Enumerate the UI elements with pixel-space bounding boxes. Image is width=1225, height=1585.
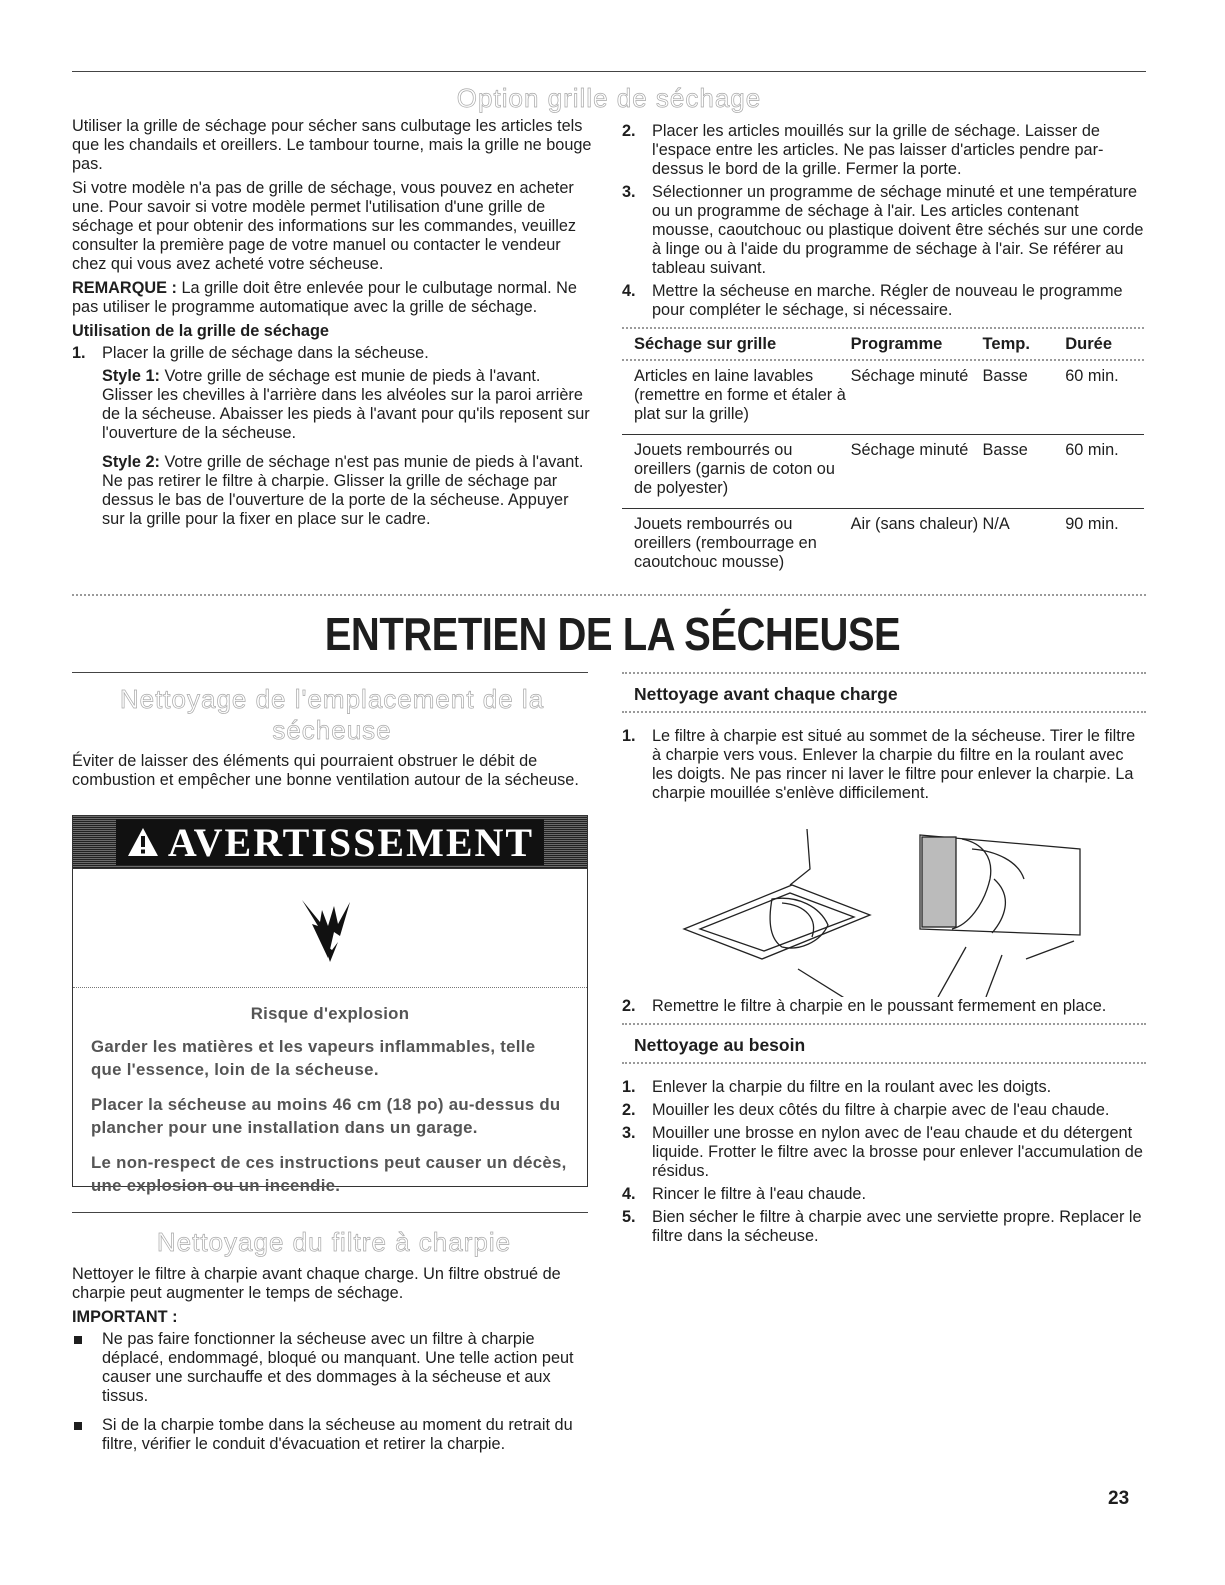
lint-filter-section: [72, 1227, 596, 1464]
list-item: [622, 727, 1146, 803]
step-number: 4.: [622, 282, 636, 300]
step-number: 1.: [72, 344, 86, 362]
step-number: 3.: [622, 1124, 636, 1142]
style-2-label: Style 2:: [102, 453, 160, 471]
list-item: [622, 183, 1144, 278]
every-load-steps: [622, 727, 1146, 803]
warning-line: Le non-respect de ces instructions peut causer un décès, une explosion ou un incendie.: [91, 1153, 567, 1195]
list-item: [622, 1101, 1146, 1120]
table-cell: Séchage minuté: [850, 367, 969, 385]
warning-banner-label: [116, 819, 544, 865]
drying-rack-intro-2: Si votre modèle n'a pas de grille de séchage, vous pouvez en acheter une. Pour savoir si votre modèle permet l'utilisation d'une grille de séchage et pour obtenir des informations sur les commandes, veuillez consulter la première page de votre manuel ou contacter le vendeur chez qui vous avez acheté votre sécheuse.: [72, 179, 577, 273]
table-cell: 60 min.: [1065, 367, 1119, 385]
warning-banner-text: AVERTISSEMENT: [167, 819, 535, 865]
table-cell: 90 min.: [1065, 515, 1119, 533]
important-label: IMPORTANT :: [72, 1308, 178, 1326]
every-load-top-divider: [622, 672, 1146, 674]
warning-banner: [73, 816, 587, 868]
table-cell: Séchage minuté: [850, 441, 969, 459]
explosion-symbol: [73, 869, 587, 987]
drying-rack-right-column: [622, 122, 1144, 582]
as-needed-heading: Nettoyage au besoin: [634, 1035, 806, 1055]
explosion-icon: [298, 892, 362, 964]
lint-filter-illustration: [622, 809, 1146, 997]
step-text: Placer les articles mouillés sur la grille de séchage. Laisser de l'espace entre les articles. Ne pas laisser d'articles pendre par-dessus le bord de la grille. Fermer la porte.: [652, 122, 1104, 178]
drying-rack-steps-left: [72, 344, 592, 363]
step-text: Mouiller une brosse en nylon avec de l'eau chaude et du détergent liquide. Frotter le filtre avec la brosse pour enlever l'accumulation de résidus.: [652, 1124, 1143, 1180]
table-row: [622, 509, 1144, 582]
list-item: [622, 1185, 1146, 1204]
as-needed-top-divider: [622, 1023, 1146, 1025]
location-cleaning-text: Éviter de laisser des éléments qui pourraient obstruer le débit de combustion et empêcher une bonne ventilation autour de la sécheuse.: [72, 752, 579, 789]
as-needed-heading-divider: [622, 1062, 1146, 1064]
list-item: [622, 282, 1144, 320]
step-text: Mouiller les deux côtés du filtre à charpie avec de l'eau chaude.: [652, 1101, 1110, 1119]
step-text: Remettre le filtre à charpie en le poussant fermement en place.: [652, 997, 1107, 1015]
table-cell: Basse: [982, 367, 1028, 385]
step-text: Sélectionner un programme de séchage minuté et une température ou un programme de séchage à l'air. Les articles contenant mousse, caoutchouc ou plastique doivent être séchés sur une corde à linge ou à l'aide du programme de séchage à l'air. Se référer au tableau suivant.: [652, 183, 1144, 277]
table-cell: Jouets rembourrés ou oreillers (garnis de coton ou de polyester): [634, 441, 835, 497]
warning-title: Risque d'explosion: [250, 1004, 410, 1023]
as-needed-steps: [622, 1078, 1146, 1246]
step-text: Placer la grille de séchage dans la sécheuse.: [102, 344, 429, 362]
note-label: REMARQUE :: [72, 279, 177, 297]
warning-text: [73, 988, 587, 1197]
location-cleaning-section: [72, 684, 592, 795]
drying-rack-note: [72, 279, 592, 317]
style-1-paragraph: [72, 367, 592, 443]
drying-rack-heading: Option grille de séchage: [456, 83, 762, 113]
style-2-text: Votre grille de séchage n'est pas munie de pieds à l'avant. Ne pas retirer le filtre à charpie. Glisser la grille de séchage par dessus le bas de l'ouverture de la porte de la sécheuse. Appuyer sur la grille pour la fixer en place sur le cadre.: [102, 453, 584, 528]
style-2-paragraph: [72, 453, 592, 529]
lint-filter-removal-icon: [622, 809, 1146, 997]
table-cell: Basse: [982, 441, 1028, 459]
every-load-steps-cont: [622, 997, 1146, 1016]
list-item: Ne pas faire fonctionner la sécheuse avec un filtre à charpie déplacé, endommagé, bloqué ou manquant. Une telle action peut causer une surchauffe et des dommages à la sécheuse et aux tissus.: [72, 1330, 596, 1406]
step-text: Mettre la sécheuse en marche. Régler de nouveau le programme pour compléter le séchage, si nécessaire.: [652, 282, 1123, 319]
table-cell: Articles en laine lavables (remettre en forme et étaler à plat sur la grille): [634, 367, 846, 423]
step-number: 5.: [622, 1208, 636, 1226]
step-text: Le filtre à charpie est situé au sommet de la sécheuse. Tirer le filtre à charpie vers vous. Enlever la charpie du filtre en la roulant avec les doigts. Ne pas rincer ni laver le filtre pour enlever la charpie. La charpie mouillée s'enlève difficilement.: [652, 727, 1136, 802]
table-cell: Jouets rembourrés ou oreillers (rembourrage en caoutchouc mousse): [634, 515, 817, 571]
table-cell: Air (sans chaleur): [850, 515, 979, 533]
step-number: 4.: [622, 1185, 636, 1203]
table-header-cell: Séchage sur grille: [634, 335, 777, 353]
step-text: Enlever la charpie du filtre en la roulant avec les doigts.: [652, 1078, 1052, 1096]
every-load-heading: Nettoyage avant chaque charge: [634, 684, 898, 704]
list-item: [72, 344, 592, 363]
drying-rack-table: [622, 327, 1144, 582]
style-1-label: Style 1:: [102, 367, 160, 385]
warning-triangle-icon: [126, 826, 160, 858]
page-number: 23: [1108, 1488, 1130, 1509]
list-item: [622, 122, 1144, 179]
drying-rack-intro-1: Utiliser la grille de séchage pour sécher sans culbutage les articles tels que les chandails et oreillers. Le tambour tourne, mais la grille ne bouge pas.: [72, 117, 592, 173]
lint-cleaning-right-column: [622, 672, 1146, 1250]
drying-rack-steps-right: [622, 122, 1144, 320]
list-item: [622, 1078, 1146, 1097]
top-rule: [72, 71, 1146, 72]
step-number: 2.: [622, 1101, 636, 1119]
drying-rack-subheading: Utilisation de la grille de séchage: [72, 322, 329, 340]
warning-line: Garder les matières et les vapeurs inflammables, telle que l'essence, loin de la sécheuse.: [91, 1037, 536, 1079]
table-cell: 60 min.: [1065, 441, 1119, 459]
warning-line: Placer la sécheuse au moins 46 cm (18 po) au-dessus du plancher pour une installation dans un garage.: [91, 1095, 561, 1137]
style-1-text: Votre grille de séchage est munie de pieds à l'avant. Glisser les chevilles à l'arrière dans les alvéoles sur la paroi arrière de la sécheuse. Abaisser les pieds à l'avant pour qu'ils reposent sur l'ouverture de la sécheuse.: [102, 367, 590, 442]
table-row: [622, 361, 1144, 435]
table-header-cell: Durée: [1065, 335, 1113, 353]
warning-box: [72, 815, 588, 1195]
note-text: La grille doit être enlevée pour le culbutage normal. Ne pas utiliser le programme automatique avec la grille de séchage.: [72, 279, 577, 316]
step-number: 2.: [622, 122, 636, 140]
table-header-cell: Temp.: [982, 335, 1030, 353]
table-cell: N/A: [982, 515, 1010, 533]
table-header-cell: Programme: [850, 335, 943, 353]
page-title: ENTRETIEN DE LA SÉCHEUSE: [324, 609, 901, 661]
step-number: 3.: [622, 183, 636, 201]
lint-filter-intro: Nettoyer le filtre à charpie avant chaque charge. Un filtre obstrué de charpie peut augmenter le temps de séchage.: [72, 1265, 561, 1302]
every-load-heading-divider: [622, 711, 1146, 713]
lint-filter-heading: Nettoyage du filtre à charpie: [156, 1227, 512, 1257]
list-item: [622, 1124, 1146, 1181]
location-rule: [72, 672, 588, 673]
table-header-row: [622, 329, 1144, 359]
list-item: Si de la charpie tombe dans la sécheuse au moment du retrait du filtre, vérifier le conduit d'évacuation et retirer la charpie.: [72, 1416, 596, 1454]
step-text: Bien sécher le filtre à charpie avec une serviette propre. Replacer le filtre dans la sécheuse.: [652, 1208, 1142, 1245]
step-number: 1.: [622, 1078, 636, 1096]
step-number: 1.: [622, 727, 636, 745]
location-cleaning-heading: Nettoyage de l'emplacement de la sécheuse: [119, 684, 545, 745]
list-item: [622, 997, 1146, 1016]
lint-filter-bullets: [72, 1330, 596, 1454]
list-item: [622, 1208, 1146, 1246]
table-row: [622, 435, 1144, 509]
section-divider: [72, 594, 1146, 596]
step-text: Rincer le filtre à l'eau chaude.: [652, 1185, 866, 1203]
step-number: 2.: [622, 997, 636, 1015]
lint-filter-rule: [72, 1212, 588, 1213]
